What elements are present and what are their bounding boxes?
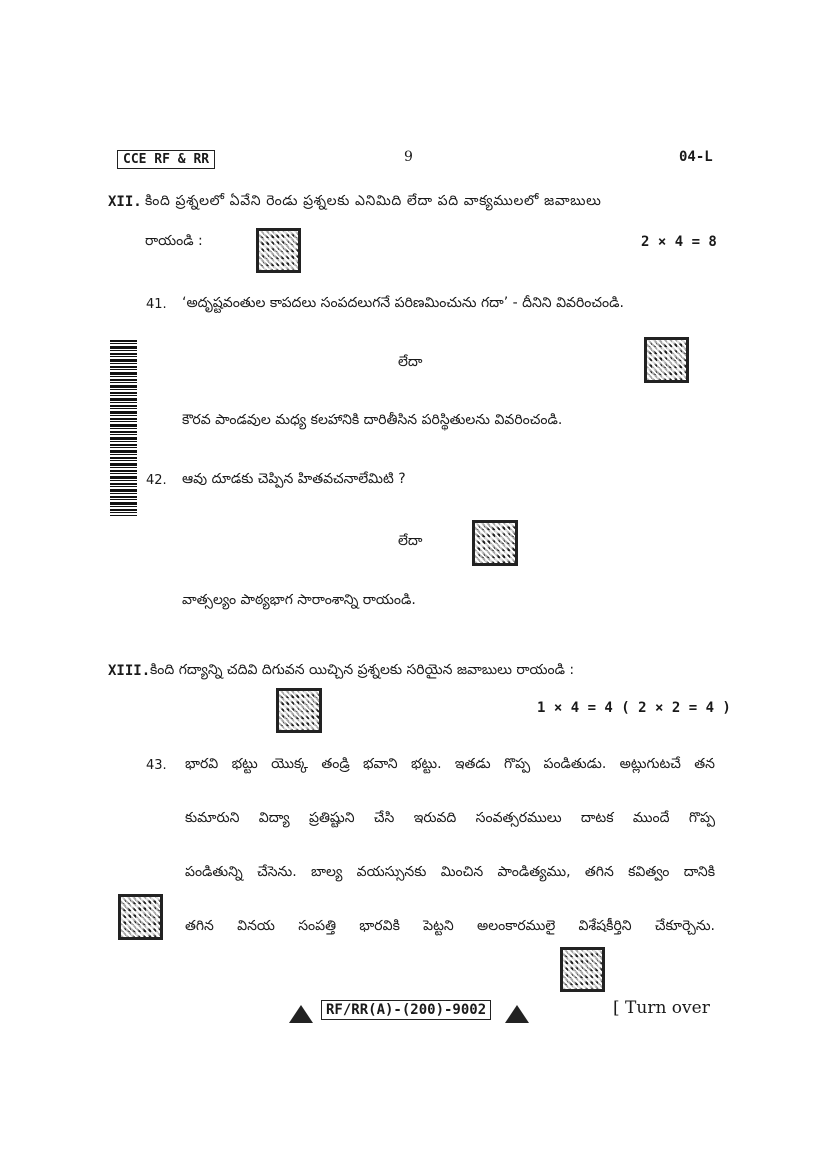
question-42-text: ఆవు దూడకు చెప్పిన హితవచనాలేమిటి ? xyxy=(182,471,406,487)
question-43-line-2: కుమారుని విద్యా ప్రతిష్టుని చేసి ఇరువది సంవత్సరములు దాటక ముందే గొప్ప xyxy=(185,810,715,826)
qr-code-icon xyxy=(472,520,518,566)
question-43-line-4: తగిన వినయ సంపత్తి భారవికి పెట్టని అలంకారములై విశేషకీర్తిని చేకూర్చెను. xyxy=(185,918,715,934)
section-xii-number: XII. xyxy=(108,194,142,210)
question-41-text: ‘అదృష్టవంతుల కాపదలు సంపదలుగనే పరిణమించును గదా’ - దీనిని వివరించండి. xyxy=(182,295,624,311)
turn-over-label: [ Turn over xyxy=(613,998,710,1018)
qr-code-icon xyxy=(256,228,301,273)
qr-code-icon xyxy=(276,688,322,733)
question-41-or: లేదా xyxy=(398,354,423,370)
qr-code-icon xyxy=(560,947,605,992)
header-subject-box: CCE RF & RR xyxy=(117,150,215,169)
section-xiii-instruction: కింది గద్యాన్ని చదివి దిగువన యిచ్చిన ప్రశ్నలకు సరియైన జవాబులు రాయండి : xyxy=(150,662,575,678)
qr-code-icon xyxy=(644,337,689,383)
question-42-alt-text: వాత్సల్యం పాఠ్యభాగ సారాంశాన్ని రాయండి. xyxy=(182,592,416,608)
triangle-marker-icon xyxy=(505,1005,529,1023)
section-xii-instruction: కింది ప్రశ్నలలో ఏవేని రెండు ప్రశ్నలకు ఎనిమిది లేదా పది వాక్యములలో జవాబులు xyxy=(145,193,602,209)
question-41-number: 41. xyxy=(146,297,167,312)
barcode-icon xyxy=(110,340,137,516)
page-number: 9 xyxy=(404,149,413,165)
triangle-marker-icon xyxy=(289,1005,313,1023)
section-xiii-marks: 1 × 4 = 4 ( 2 × 2 = 4 ) xyxy=(537,700,731,716)
question-41-alt-text: కౌరవ పాండవుల మధ్య కలహానికి దారితీసిన పరిస్థితులను వివరించండి. xyxy=(182,412,563,428)
question-43-line-3: పండితున్ని చేసెను. బాల్య వయస్సునకు మించిన పాండిత్యము, తగిన కవిత్వం దానికి xyxy=(185,864,715,880)
section-xiii-number: XIII. xyxy=(108,663,151,679)
paper-code: 04-L xyxy=(679,149,713,165)
footer-paper-code: RF/RR(A)-(200)-9002 xyxy=(321,1000,491,1020)
question-43-line-1: భారవి భట్టు యొక్క తండ్రి భవాని భట్టు. ఇతడు గొప్ప పండితుడు. అట్లుగుటచే తన xyxy=(185,756,715,772)
question-42-or: లేదా xyxy=(398,533,423,549)
question-43-number: 43. xyxy=(146,758,167,773)
section-xii-instruction-cont: రాయండి : xyxy=(145,233,203,249)
qr-code-icon xyxy=(118,894,163,940)
section-xii-marks: 2 × 4 = 8 xyxy=(641,234,717,250)
question-42-number: 42. xyxy=(146,473,167,488)
